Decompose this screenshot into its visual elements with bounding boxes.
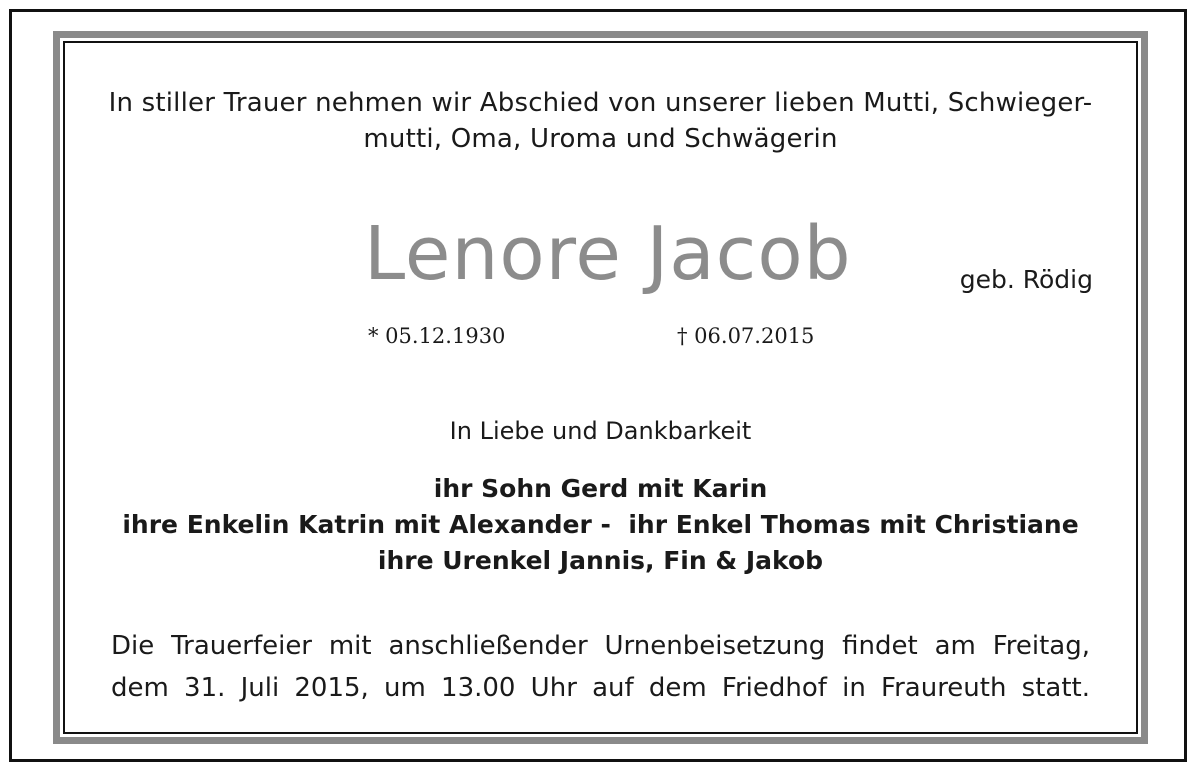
family-line-great-grandchildren: ihre Urenkel Jannis, Fin & Jakob [377,546,824,575]
intro-text [65,85,1136,157]
birth-date: * 05.12.1930 [368,324,506,348]
ceremony-line-1: Die Trauerfeier mit anschließender Urnenbeisetzung findet am Freitag, [111,631,1090,661]
deceased-name: Lenore Jacob [364,211,852,297]
gratitude-line: In Liebe und Dankbarkeit [449,417,752,445]
family-line-grandchildren: ihre Enkelin Katrin mit Alexander - ihr Enkel Thomas mit Christiane [122,510,1079,539]
intro-line-1: In stiller Trauer nehmen wir Abschied von unserer lieben Mutti, Schwieger- [108,88,1093,118]
maiden-name: geb. Rödig [959,265,1093,294]
ceremony-line-2: dem 31. Juli 2015, um 13.00 Uhr auf dem Friedhof in Fraureuth statt. [111,673,1090,703]
intro-line-2: mutti, Oma, Uroma und Schwägerin [363,124,838,154]
ceremony-info [111,625,1090,709]
obituary-notice [63,41,1138,734]
gray-border-frame [53,31,1148,744]
death-date: † 06.07.2015 [677,324,815,348]
family-line-son: ihr Sohn Gerd mit Karin [433,474,768,503]
family-list [65,471,1136,579]
border-gap [60,38,1141,737]
